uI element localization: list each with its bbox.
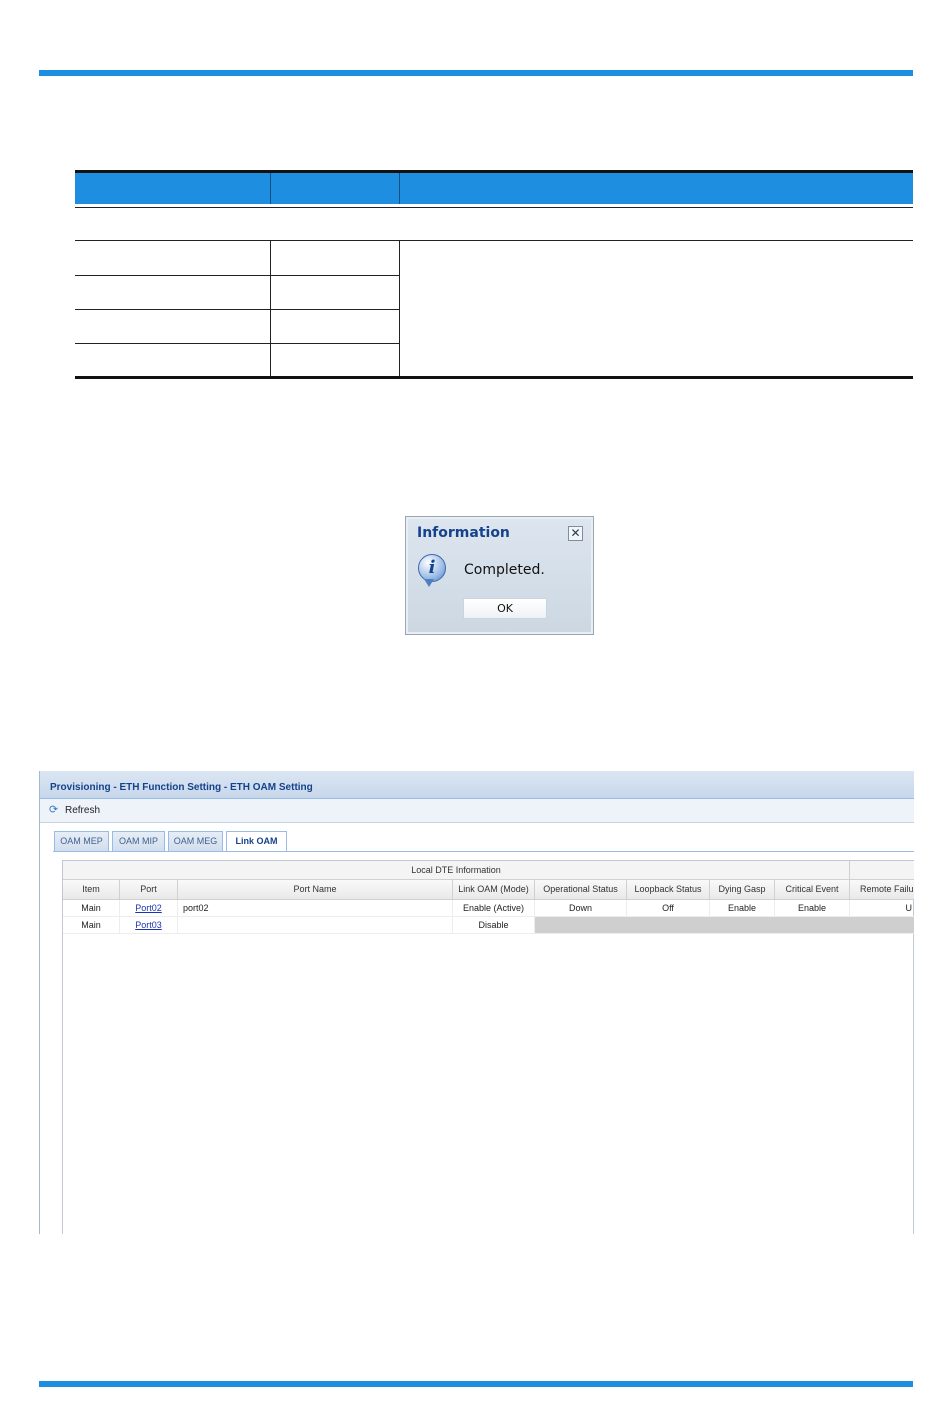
info-icon: i xyxy=(418,554,446,582)
column-header-remote-failure[interactable]: Remote Failu xyxy=(850,880,914,899)
refresh-icon[interactable]: ⟳ xyxy=(49,804,59,816)
refresh-button[interactable]: Refresh xyxy=(65,805,101,816)
doc-table-divider xyxy=(75,240,913,241)
column-header-port-name[interactable]: Port Name xyxy=(178,880,453,899)
cell-port-name: port02 xyxy=(178,900,453,917)
link-oam-grid xyxy=(62,860,914,1234)
cell-dying-gasp: Enable xyxy=(710,900,775,917)
tab-baseline xyxy=(53,851,914,852)
cell-item: Main xyxy=(63,917,120,934)
doc-table-row-line xyxy=(75,343,400,344)
top-rule xyxy=(39,70,913,76)
column-header-critical-event[interactable]: Critical Event xyxy=(775,880,850,899)
cell-link-oam-mode: Enable (Active) xyxy=(453,900,535,917)
page-title: Provisioning - ETH Function Setting - ETH OAM Setting xyxy=(50,782,313,793)
port-link[interactable]: Port02 xyxy=(135,903,162,913)
doc-table-divider xyxy=(75,207,913,208)
column-header-dying-gasp[interactable]: Dying Gasp xyxy=(710,880,775,899)
tab-link-oam[interactable]: Link OAM xyxy=(226,831,287,852)
toolbar xyxy=(40,799,914,823)
column-header-loopback-status[interactable]: Loopback Status xyxy=(627,880,710,899)
cell-port xyxy=(120,900,178,917)
cell-port xyxy=(120,917,178,934)
doc-table-row-line xyxy=(75,275,400,276)
table-row[interactable] xyxy=(63,900,914,917)
ok-button[interactable]: OK xyxy=(463,598,547,619)
column-header-row xyxy=(63,880,914,900)
bottom-rule xyxy=(39,1381,913,1387)
table-row[interactable] xyxy=(63,917,914,934)
disabled-cells xyxy=(535,917,914,933)
information-dialog xyxy=(405,516,594,635)
column-header-operational-status[interactable]: Operational Status xyxy=(535,880,627,899)
doc-table-col-line xyxy=(270,240,271,377)
cell-critical-event: Enable xyxy=(775,900,850,917)
tab-oam-meg[interactable]: OAM MEG xyxy=(168,831,223,851)
doc-table-col-line xyxy=(399,240,400,377)
cell-item: Main xyxy=(63,900,120,917)
cell-operational-status: Down xyxy=(535,900,627,917)
column-header-port[interactable]: Port xyxy=(120,880,178,899)
dialog-message: Completed. xyxy=(464,562,545,578)
doc-table-row-line xyxy=(75,309,400,310)
cell-remote-failure: U xyxy=(850,900,914,917)
doc-table xyxy=(75,170,913,379)
tab-oam-mip[interactable]: OAM MIP xyxy=(112,831,165,851)
info-icon-tail xyxy=(424,579,434,587)
cell-port-name xyxy=(178,917,453,934)
dialog-title: Information xyxy=(417,525,510,541)
group-header-remote xyxy=(850,861,914,880)
doc-table-header xyxy=(75,170,913,204)
tab-strip xyxy=(40,823,914,852)
cell-link-oam-mode: Disable xyxy=(453,917,535,934)
column-header-link-oam-mode[interactable]: Link OAM (Mode) xyxy=(453,880,535,899)
port-link[interactable]: Port03 xyxy=(135,920,162,930)
app-title-bar xyxy=(40,771,914,799)
group-header: Local DTE Information xyxy=(63,861,850,880)
doc-table-bottom-border xyxy=(75,376,913,379)
close-icon[interactable]: ✕ xyxy=(568,526,583,541)
column-header-item[interactable]: Item xyxy=(63,880,120,899)
cell-loopback-status: Off xyxy=(627,900,710,917)
tab-oam-mep[interactable]: OAM MEP xyxy=(54,831,109,851)
app-window xyxy=(39,771,914,1234)
